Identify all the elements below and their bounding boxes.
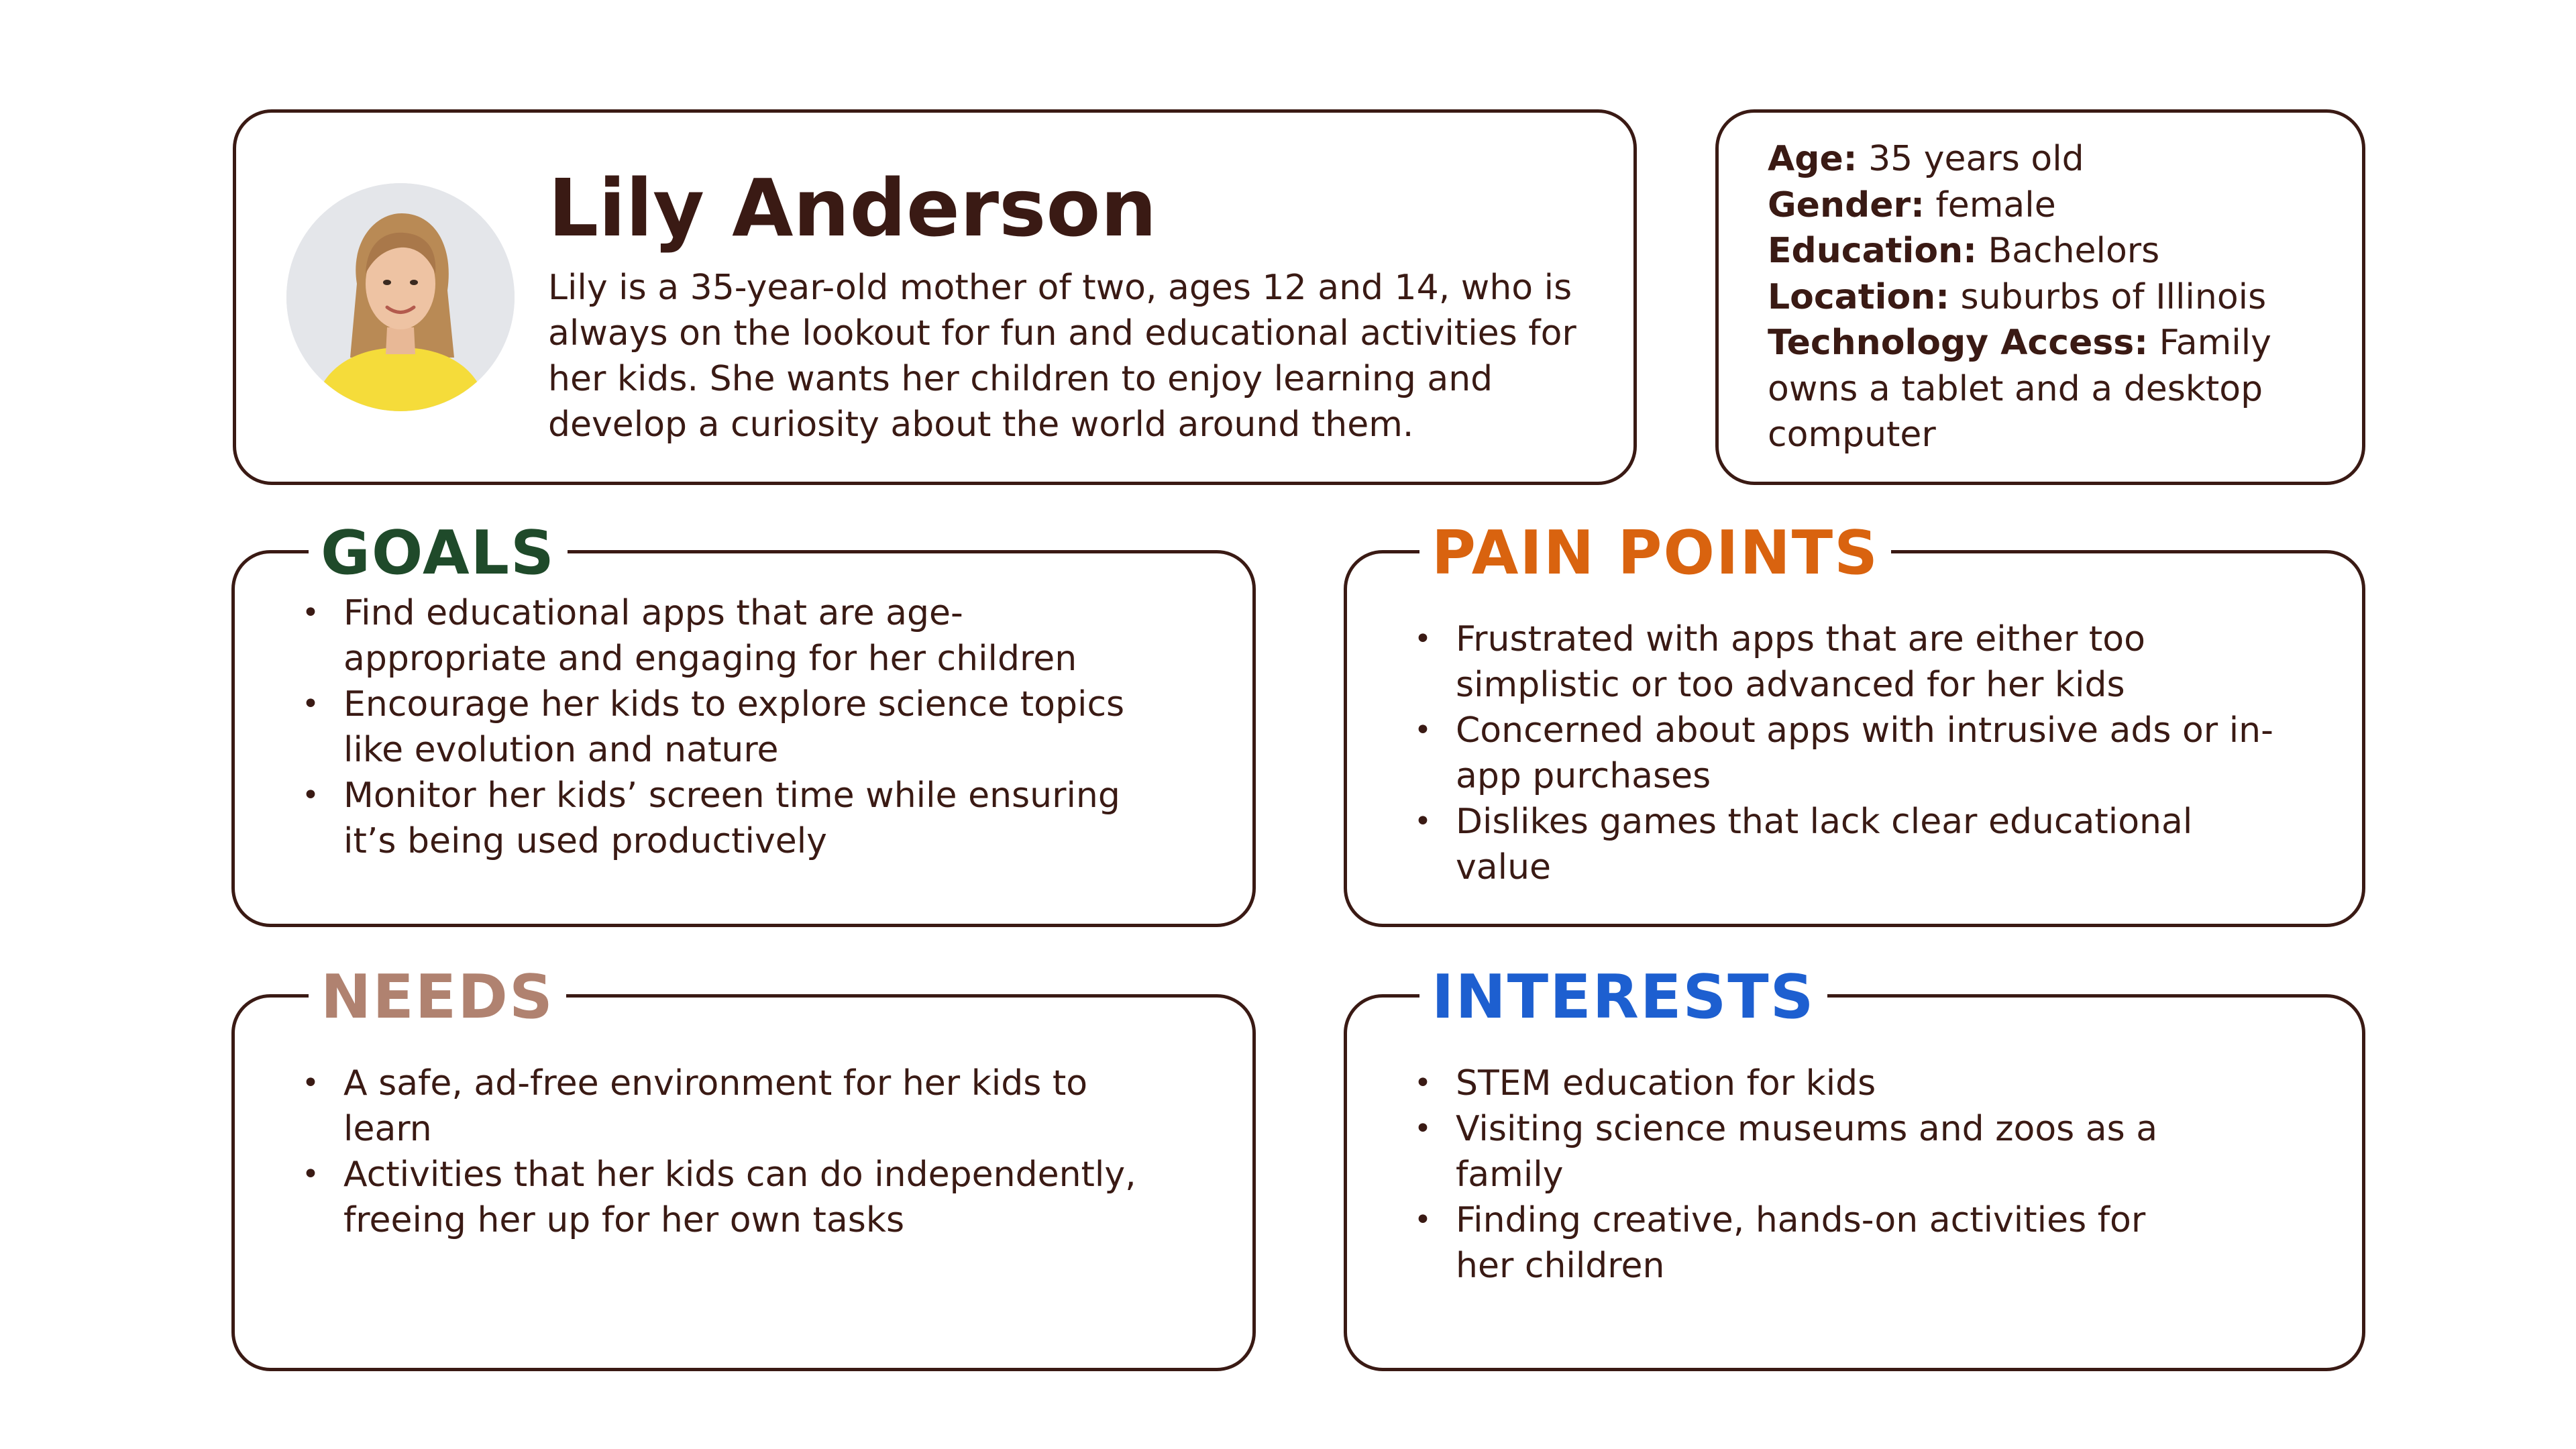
- gender-row: [1768, 182, 2345, 229]
- needs-list: [302, 1061, 1140, 1243]
- location-value: suburbs of Illinois: [1960, 276, 2267, 317]
- gender-value: female: [1935, 184, 2056, 225]
- needs-title: NEEDS: [309, 967, 566, 1028]
- technology-row: [1768, 320, 2345, 458]
- list-item: • STEM education for kids: [1414, 1061, 2212, 1106]
- education-label: Education:: [1768, 231, 1977, 271]
- pain-points-card: [1344, 518, 2365, 927]
- list-item: • Concerned about apps with intrusive ads or in-app purchases: [1414, 708, 2279, 799]
- location-label: Location:: [1768, 276, 1949, 317]
- interests-title: INTERESTS: [1419, 967, 1827, 1028]
- portrait-image: [286, 183, 515, 411]
- list-item: • Frustrated with apps that are either too simplistic or too advanced for her kids: [1414, 616, 2279, 708]
- goals-title: GOALS: [309, 523, 568, 584]
- avatar: [286, 183, 515, 411]
- gender-label: Gender:: [1768, 184, 1925, 225]
- age-value: 35 years old: [1868, 139, 2084, 179]
- list-item: • Dislikes games that lack clear educational value: [1414, 799, 2279, 890]
- education-row: [1768, 228, 2345, 274]
- location-row: [1768, 274, 2345, 321]
- education-value: Bachelors: [1988, 231, 2160, 271]
- persona-bio: Lily is a 35-year-old mother of two, ages 12 and 14, who is always on the lookout for fun and educational activities for her kids. She wants her children to enjoy learning and develop a curiosity about the world around them.: [548, 268, 1576, 445]
- goals-list: [302, 590, 1140, 864]
- technology-value: Family owns a tablet and a desktop computer: [1768, 323, 2271, 455]
- technology-label: Technology Access:: [1768, 323, 2149, 363]
- list-item: • Encourage her kids to explore science topics like evolution and nature: [302, 682, 1140, 773]
- profile-card: [233, 109, 1637, 485]
- interests-card: [1344, 962, 2365, 1371]
- needs-card: [231, 962, 1256, 1371]
- goals-card: [231, 518, 1256, 927]
- list-item: • Activities that her kids can do independently, freeing her up for her own tasks: [302, 1152, 1140, 1243]
- demographics: [1768, 136, 2345, 458]
- age-row: [1768, 136, 2345, 182]
- pain-points-title: PAIN POINTS: [1419, 523, 1891, 584]
- list-item: • Visiting science museums and zoos as a family: [1414, 1106, 2212, 1197]
- persona-name: Lily Anderson: [548, 162, 1157, 254]
- list-item: • A safe, ad-free environment for her kids to learn: [302, 1061, 1140, 1152]
- list-item: • Finding creative, hands-on activities for her children: [1414, 1197, 2212, 1289]
- list-item: • Monitor her kids’ screen time while ensuring it’s being used productively: [302, 773, 1140, 864]
- pain-points-list: [1414, 616, 2279, 890]
- age-label: Age:: [1768, 139, 1858, 179]
- interests-list: [1414, 1061, 2212, 1289]
- facts-card: [1715, 109, 2365, 485]
- list-item: • Find educational apps that are age-appropriate and engaging for her children: [302, 590, 1140, 682]
